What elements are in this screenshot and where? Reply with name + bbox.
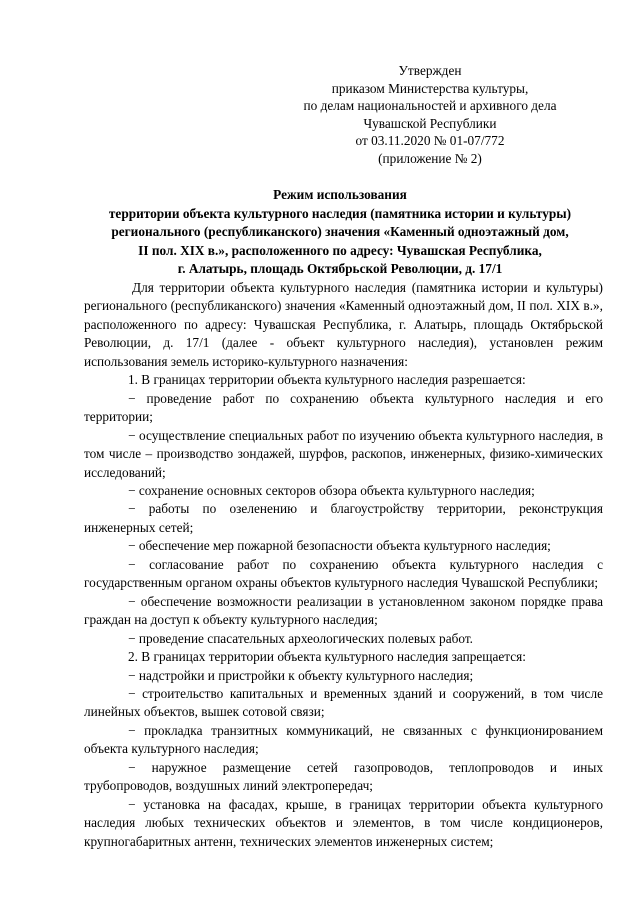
section2-item: − прокладка транзитных коммуникаций, не связанных с функционированием объекта культурного наследия;	[84, 722, 603, 757]
section2-item: − установка на фасадах, крыше, в границах территории объекта культурного наследия любых технических объектов и элементов, в том числе кондиционеров, крупногабаритных антенн, технических элементов инженерных систем;	[84, 796, 603, 849]
section2-item: − строительство капитальных и временных зданий и сооружений, в том числе линейных объектов, вышек сотовой связи;	[84, 685, 603, 720]
section1-item: − обеспечение возможности реализации в установленном законом порядке права граждан на доступ к объекту культурного наследия;	[84, 593, 603, 628]
title-line: территории объекта культурного наследия (памятника истории и культуры)	[108, 205, 572, 221]
section1-item: − проведение спасательных археологических полевых работ.	[128, 630, 473, 646]
approval-line: Чувашской Республики	[363, 115, 497, 131]
section2-heading: 2. В границах территории объекта культурного наследия запрещается:	[128, 649, 526, 665]
approval-line: приказом Министерства культуры,	[331, 80, 529, 96]
section1-item: − проведение работ по сохранению объекта культурного наследия и его территории;	[84, 390, 603, 425]
section1-item: − сохранение основных секторов обзора объекта культурного наследия;	[128, 482, 535, 498]
title-line: регионального (республиканского) значения «Каменный одноэтажный дом,	[111, 224, 569, 239]
approval-block	[300, 62, 560, 168]
section1-heading: 1. В границах территории объекта культурного наследия разрешается:	[128, 372, 526, 388]
approval-line: Утвержден	[398, 63, 462, 78]
document-body	[84, 279, 603, 851]
title-line: II пол. XIX в.», расположенного по адресу: Чувашская Республика,	[138, 242, 542, 258]
approval-line: (приложение № 2)	[378, 150, 482, 166]
approval-line: по делам национальностей и архивного дела	[303, 98, 557, 114]
section2-item: − наружное размещение сетей газопроводов, теплопроводов и иных трубопроводов, воздушных линий электропередач;	[84, 759, 603, 794]
section2-item: − надстройки и пристройки к объекту культурного наследия;	[128, 667, 474, 683]
section1-item: − согласование работ по сохранению объекта культурного наследия с государственным органом охраны объектов культурного наследия Чувашской Республики;	[84, 556, 603, 591]
section1-item: − обеспечение мер пожарной безопасности объекта культурного наследия;	[128, 538, 551, 554]
approval-line: от 03.11.2020 № 01-07/772	[355, 133, 505, 149]
title-line: г. Алатырь, площадь Октябрьской Революции, д. 17/1	[177, 261, 503, 276]
title-line: Режим использования	[273, 187, 407, 202]
document-title	[80, 186, 600, 279]
intro-paragraph: Для территории объекта культурного наследия (памятника истории и культуры) регионального (республиканского) значения «Каменный одноэтажный дом, II пол. XIX в.», расположенного по адресу: Чувашская Республика, г. Алатырь, площадь Октябрьской Революции, д. 17/1 (далее - объект культурного наследия), установлен режим использования земель историко-культурного назначения:	[84, 280, 603, 369]
section1-item: − осуществление специальных работ по изучению объекта культурного наследия, в том числе – производство зондажей, шурфов, раскопов, инженерных, физико-химических исследований;	[84, 427, 603, 480]
section1-item: − работы по озеленению и благоустройству территории, реконструкция инженерных сетей;	[84, 501, 603, 535]
